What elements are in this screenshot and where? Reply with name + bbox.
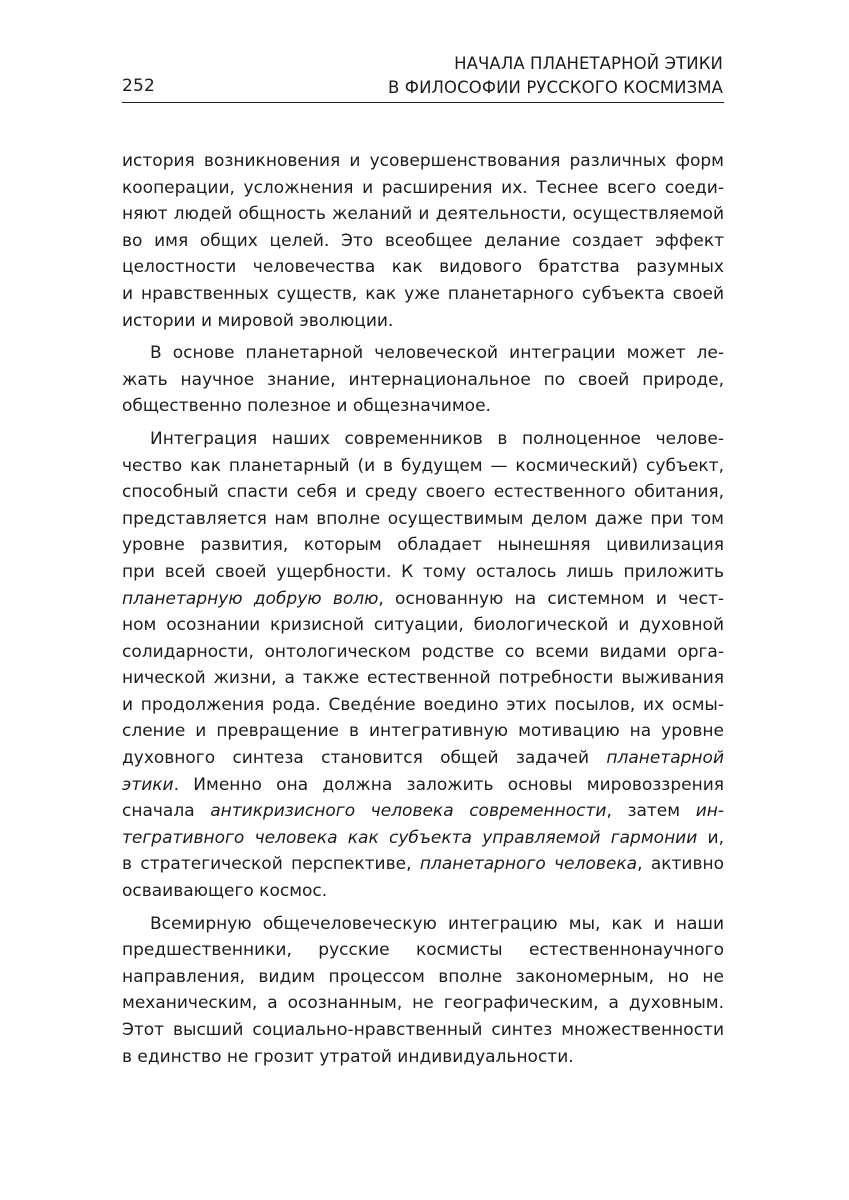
emphasis: этики bbox=[122, 774, 174, 795]
text-line: предшественники, русские космисты естественнонаучного bbox=[122, 940, 724, 961]
text-line bbox=[122, 772, 724, 799]
text-run: . Именно она должна заложить основы мировоззрения bbox=[173, 774, 724, 795]
text-line: кооперации, усложнения и расширения их. Теснее всего соеди- bbox=[122, 177, 724, 198]
emphasis: антикризисного человека современности bbox=[210, 801, 607, 822]
text-line: уровне развития, которым обладает нынешняя цивилизация bbox=[122, 535, 724, 556]
text-run: , основанную на системном и чест- bbox=[378, 588, 724, 609]
text-line: Всемирную общечеловеческую интеграцию мы, как и наши bbox=[150, 913, 724, 934]
text-line bbox=[122, 825, 724, 852]
text-line: истории и мировой эволюции. bbox=[122, 310, 394, 331]
text-line: няют людей общность желаний и деятельности, осуществляемой bbox=[122, 204, 724, 225]
running-head-line-1: НАЧАЛА ПЛАНЕТАРНОЙ ЭТИКИ bbox=[454, 54, 723, 73]
paragraph-3 bbox=[122, 426, 724, 905]
body-text bbox=[122, 148, 724, 1070]
text-line: сление и превращение в интегративную мотивацию на уровне bbox=[122, 721, 724, 742]
text-line: в единство не грозит утратой индивидуальности. bbox=[122, 1046, 574, 1067]
text-run: в стратегической перспективе, bbox=[122, 854, 420, 875]
text-line: и нравственных существ, как уже планетарного субъекта своей bbox=[122, 283, 724, 304]
emphasis: планетарного человека bbox=[419, 854, 638, 875]
page-number: 252 bbox=[122, 76, 156, 96]
paragraph-2 bbox=[122, 340, 724, 420]
text-line: во имя общих целей. Это всеобщее делание создает эффект bbox=[122, 230, 724, 251]
text-run: сначала bbox=[122, 801, 211, 822]
text-line: история возникновения и усовершенствования различных форм bbox=[122, 151, 724, 171]
text-line: общественно полезное и общезначимое. bbox=[122, 396, 491, 417]
text-run: и, bbox=[697, 827, 724, 848]
paragraph-1 bbox=[122, 148, 724, 334]
text-line bbox=[122, 745, 724, 772]
text-line: нической жизни, а также естественной потребности выживания bbox=[122, 668, 724, 689]
text-line bbox=[122, 798, 724, 825]
text-line: механическим, а осознанным, не географическим, а духовным. bbox=[122, 993, 724, 1014]
text-line: при всей своей ущербности. К тому осталось лишь приложить bbox=[122, 561, 724, 582]
text-line: ном осознании кризисной ситуации, биологической и духовной bbox=[122, 615, 724, 636]
text-line: Этот высший социально-нравственный синтез множественности bbox=[122, 1020, 724, 1040]
text-run: , активно bbox=[637, 854, 724, 875]
header-rule bbox=[122, 102, 724, 103]
text-line: направления, видим процессом вполне закономерным, но не bbox=[122, 966, 724, 987]
text-run: духовного синтеза становится общей задачей bbox=[122, 748, 607, 769]
text-line bbox=[122, 586, 724, 613]
text-line: целостности человечества как видового братства разумных bbox=[122, 257, 724, 278]
emphasis: планетарную добрую волю bbox=[122, 588, 379, 609]
paragraph-4 bbox=[122, 911, 724, 1071]
text-line: способный спасти себя и среду своего естественного обитания, bbox=[122, 482, 724, 503]
running-head-line-2: В ФИЛОСОФИИ РУССКОГО КОСМИЗМА bbox=[388, 78, 723, 97]
running-head bbox=[388, 52, 723, 100]
text-line: чество как планетарный (и в будущем — космический) субъект, bbox=[122, 455, 724, 476]
text-line bbox=[122, 851, 724, 878]
text-line: представляется нам вполне осуществимым делом даже при том bbox=[122, 508, 724, 529]
text-line: жать научное знание, интернациональное по своей природе, bbox=[122, 369, 724, 390]
text-line: осваивающего космос. bbox=[122, 881, 328, 902]
text-line: В основе планетарной человеческой интеграции может ле- bbox=[150, 343, 724, 364]
text-run: , затем bbox=[606, 801, 696, 822]
emphasis: планетарной bbox=[606, 748, 724, 769]
text-line: солидарности, онтологическом родстве со всеми видами орга- bbox=[122, 641, 724, 662]
emphasis: тегративного человека как субъекта управляемой гармонии bbox=[122, 827, 698, 848]
emphasis: ин- bbox=[695, 801, 725, 822]
text-line: и продолжения рода. Сведе́ние воедино этих посылов, их осмы- bbox=[122, 694, 724, 715]
text-line: Интеграция наших современников в полноценное челове- bbox=[150, 428, 724, 449]
